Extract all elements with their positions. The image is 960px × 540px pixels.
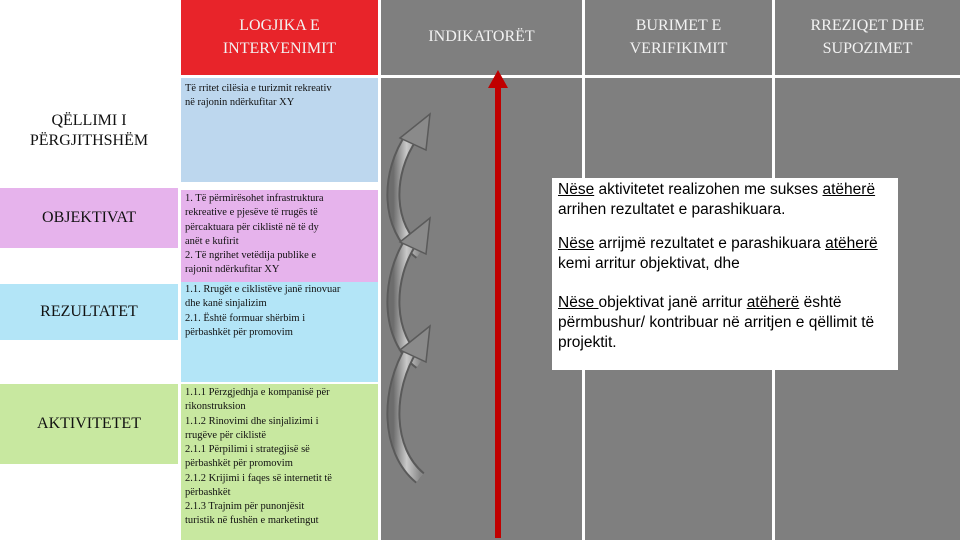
note-2-mid: arrijmë rezultatet e parashikuara	[594, 235, 826, 253]
row-label-goal-text: QËLLIMI I PËRGJITHSHËM	[29, 111, 149, 149]
note-2	[558, 234, 892, 274]
curved-arrows	[378, 78, 458, 538]
goal-line: në rajonin ndërkufitar XY	[185, 97, 295, 109]
note-2-if: Nëse	[558, 235, 595, 253]
header-risks-text: RREZIQET DHE SUPOZIMET	[810, 17, 925, 57]
note-1-rest: arrihen rezultatet e parashikuara.	[558, 201, 786, 219]
row-label-objectives	[0, 188, 178, 248]
header-indicators-text: INDIKATORËT	[428, 28, 535, 46]
note-1-then: atëherë	[822, 181, 876, 198]
header-indicators	[381, 0, 582, 75]
objectives-line: rajonit ndërkufitar XY	[185, 264, 280, 276]
activities-line: përbashkët për promovim	[185, 458, 293, 470]
activities-line: 2.1.3 Trajnim për punonjësit	[185, 501, 305, 513]
row-label-goal	[0, 78, 178, 183]
results-line: dhe kanë sinjalizim	[185, 298, 267, 310]
goal-cell	[181, 78, 378, 182]
objectives-line: 2. Të ngrihet vetëdija publike e	[185, 250, 317, 262]
results-line: 2.1. Është formuar shërbim i	[185, 312, 306, 324]
activities-line: turistik në fushën e marketingut	[185, 515, 319, 527]
note-2-then: atëherë	[825, 235, 878, 253]
header-risks	[775, 0, 960, 75]
row-label-objectives-text: OBJEKTIVAT	[42, 209, 136, 226]
objectives-cell	[181, 190, 378, 282]
activities-line: rikonstruksion	[185, 401, 246, 413]
note-3-if: Nëse	[558, 293, 599, 311]
row-label-results-text: REZULTATET	[40, 303, 138, 320]
note-1	[558, 180, 892, 220]
activities-line: 1.1.1 Përzgjedhja e kompanisë për	[185, 387, 330, 398]
note-3	[558, 293, 892, 353]
row-label-activities-text: AKTIVITETET	[37, 415, 141, 432]
goal-line: Të rritet cilësia e turizmit rekreativ	[185, 83, 332, 94]
note-1-mid: aktivitetet realizohen me sukses	[594, 181, 823, 198]
header-logic-text: LOGJIKA E INTERVENIMIT	[222, 17, 337, 57]
objectives-line: përcaktuara për ciklistë në të dy	[185, 221, 319, 233]
header-sources-text: BURIMET E VERIFIKIMIT	[629, 17, 728, 57]
header-logic	[181, 0, 378, 75]
activities-line: rrugëve për ciklistë	[185, 429, 267, 441]
results-cell	[181, 282, 378, 382]
note-3-mid: objektivat janë arritur	[598, 293, 747, 311]
row-label-activities	[0, 384, 178, 464]
objectives-line: anët e kufirit	[185, 235, 239, 247]
note-3-then: atëherë	[746, 293, 800, 311]
activities-line: 2.1.1 Përpilimi i strategjisë së	[185, 444, 310, 456]
activities-line: 2.1.2 Krijimi i faqes së internetit të	[185, 472, 332, 484]
note-2-rest: kemi arritur objektivat, dhe	[558, 255, 740, 273]
activities-line: përbashkët	[185, 486, 231, 498]
row-label-results	[0, 284, 178, 340]
note-3-rest: është përmbushur/ kontribuar në arritjen e qëllimit të projektit.	[558, 293, 875, 351]
activities-cell	[181, 384, 378, 540]
red-up-arrow	[488, 70, 508, 540]
results-line: 1.1. Rrugët e ciklistëve janë rinovuar	[185, 284, 341, 295]
header-sources	[585, 0, 772, 75]
objectives-line: rekreative e pjesëve të rrugës të	[185, 207, 318, 219]
activities-line: 1.1.2 Rinovimi dhe sinjalizimi i	[185, 415, 319, 427]
note-1-if: Nëse	[558, 181, 595, 198]
results-line: përbashkët për promovim	[185, 326, 293, 338]
logic-explanation-box	[552, 178, 898, 370]
objectives-line: 1. Të përmirësohet infrastruktura	[185, 193, 324, 204]
